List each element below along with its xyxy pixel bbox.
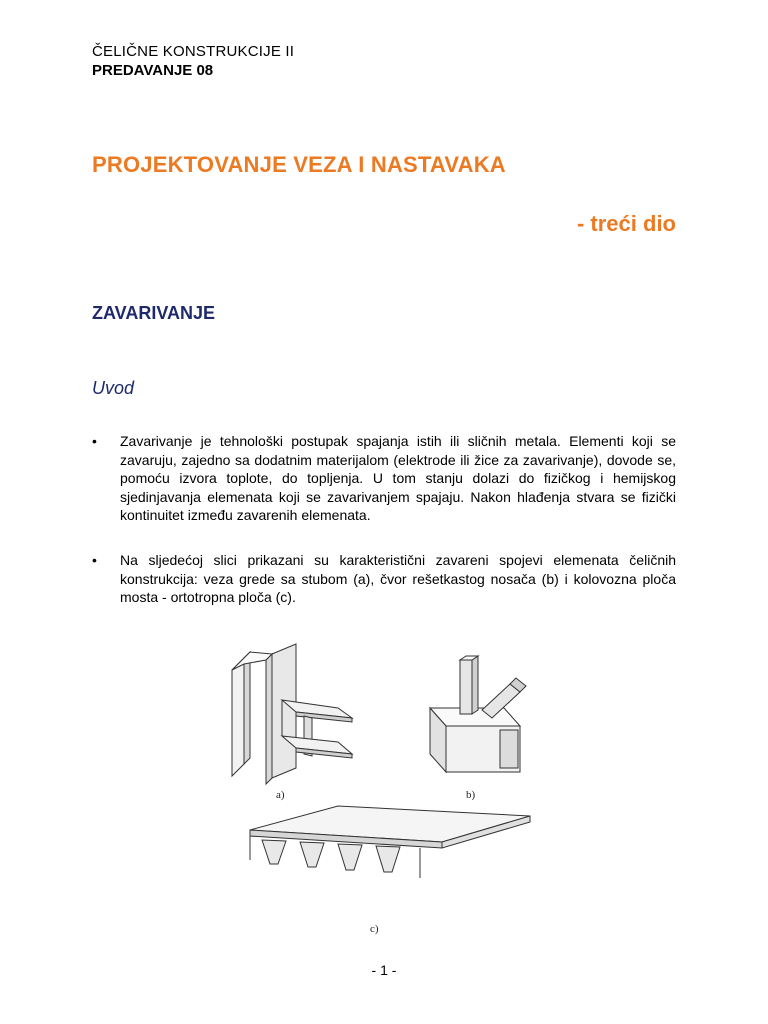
- caption-b: b): [466, 789, 476, 801]
- bullet-text: Na sljedećoj slici prikazani su karakteristični zavareni spojevi elemenata čeličnih konstrukcija: veza grede sa stubom (a), čvor rešetkastog nosača (b) i kolovozna ploča mosta - ortotropna ploča (c).: [120, 552, 676, 605]
- document-title: PROJEKTOVANJE VEZA I NASTAVAKA: [92, 152, 506, 177]
- subsection-heading: Uvod: [92, 378, 135, 398]
- course-name: ČELIČNE KONSTRUKCIJE II: [92, 43, 295, 60]
- welded-joints-figure: [220, 630, 540, 940]
- truss-node-drawing: [430, 656, 526, 772]
- bullet-marker: •: [92, 552, 97, 568]
- page-number: - 1 -: [371, 962, 397, 978]
- lecture-number: PREDAVANJE 08: [92, 62, 214, 79]
- bullet-item: [92, 432, 676, 525]
- bullet-item: [92, 551, 676, 607]
- orthotropic-deck-drawing: [250, 806, 530, 878]
- caption-c: c): [370, 923, 379, 935]
- beam-column-connection-drawing: [232, 644, 352, 784]
- bullet-text: Zavarivanje je tehnološki postupak spajanja istih ili sličnih metala. Elementi koji se zavaruju, zajedno sa dodatnim materijalom (elektrode ili žice za zavarivanje), dovode se, pomoću izvora toplote, do topljenja. U tom stanju dolazi do fizičkog i hemijskog sjedinjavanja elemenata koji se zavarivanjem spajaju. Nakon hlađenja stvara se fizički kontinuitet između zavarenih elemenata.: [120, 433, 676, 523]
- bullet-marker: •: [92, 433, 97, 449]
- document-subtitle: - treći dio: [576, 211, 676, 236]
- caption-a: a): [276, 789, 285, 801]
- section-heading: ZAVARIVANJE: [92, 303, 216, 323]
